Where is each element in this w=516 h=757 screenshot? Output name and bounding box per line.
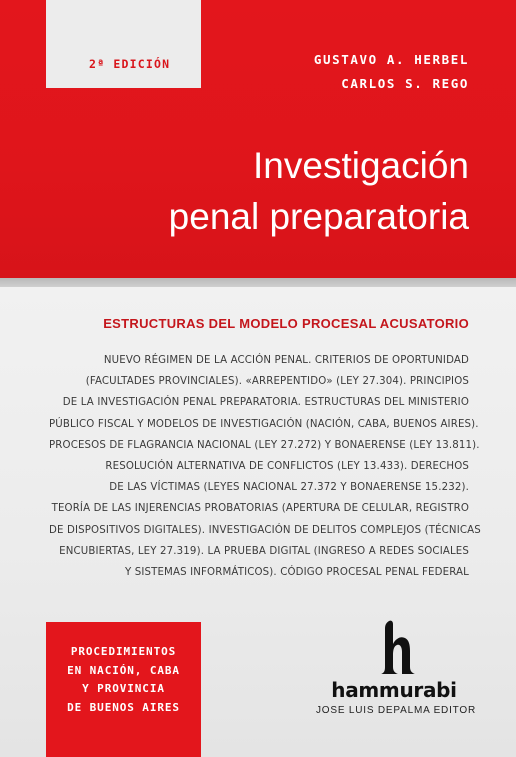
description-line: DE LA INVESTIGACIÓN PENAL PREPARATORIA. ESTRUCTURAS DEL MINISTERIO (62, 397, 469, 409)
description-line: Y SISTEMAS INFORMÁTICOS). CÓDIGO PROCESAL PENAL FEDERAL (124, 567, 469, 579)
description-line: PROCESOS DE FLAGRANCIA NACIONAL (LEY 27.272) Y BONAERENSE (LEY 13.811). (49, 439, 480, 451)
title-line-1: Investigación (253, 145, 469, 186)
publisher-subtitle: JOSE LUIS DEPALMA EDITOR (316, 705, 476, 716)
description-line: DE DISPOSITIVOS DIGITALES). INVESTIGACIÓN DE DELITOS COMPLEJOS (TÉCNICAS (49, 524, 481, 536)
procedures-line: PROCEDIMIENTOS (70, 645, 177, 658)
author-2: CARLOS S. REGO (341, 76, 469, 91)
description-line: RESOLUCIÓN ALTERNATIVA DE CONFLICTOS (LEY 13.433). DERECHOS (105, 461, 469, 473)
title-line-2: penal preparatoria (168, 196, 469, 237)
publisher-name: hammurabi (331, 678, 457, 702)
author-1: GUSTAVO A. HERBEL (313, 52, 469, 67)
h-monogram-icon (370, 617, 420, 677)
description (49, 350, 481, 583)
description-line: TEORÍA DE LAS INJERENCIAS PROBATORIAS (APERTURA DE CELULAR, REGISTRO (51, 503, 469, 515)
description-line: (FACULTADES PROVINCIALES). «ARREPENTIDO» (LEY 27.304). PRINCIPIOS (85, 376, 469, 388)
description-line: NUEVO RÉGIMEN DE LA ACCIÓN PENAL. CRITERIOS DE OPORTUNIDAD (103, 355, 469, 366)
edition-label: 2ª EDICIÓN (89, 57, 171, 71)
divider-strip (0, 278, 516, 287)
procedures-box (46, 622, 201, 757)
procedures-list (46, 643, 201, 717)
procedures-line: DE BUENOS AIRES (67, 700, 180, 714)
description-line: ENCUBIERTAS, LEY 27.319). LA PRUEBA DIGITAL (INGRESO A REDES SOCIALES (59, 545, 469, 557)
subtitle: ESTRUCTURAS DEL MODELO PROCESAL ACUSATORIO (103, 316, 469, 331)
description-line: DE LAS VÍCTIMAS (LEYES NACIONAL 27.372 Y BONAERENSE 15.232). (109, 482, 469, 494)
edition-box (46, 0, 201, 88)
procedures-line: Y PROVINCIA (82, 682, 165, 695)
procedures-line: EN NACIÓN, CABA (67, 663, 180, 677)
description-line: PÚBLICO FISCAL Y MODELOS DE INVESTIGACIÓN (NACIÓN, CABA, BUENOS AIRES). (49, 418, 479, 430)
